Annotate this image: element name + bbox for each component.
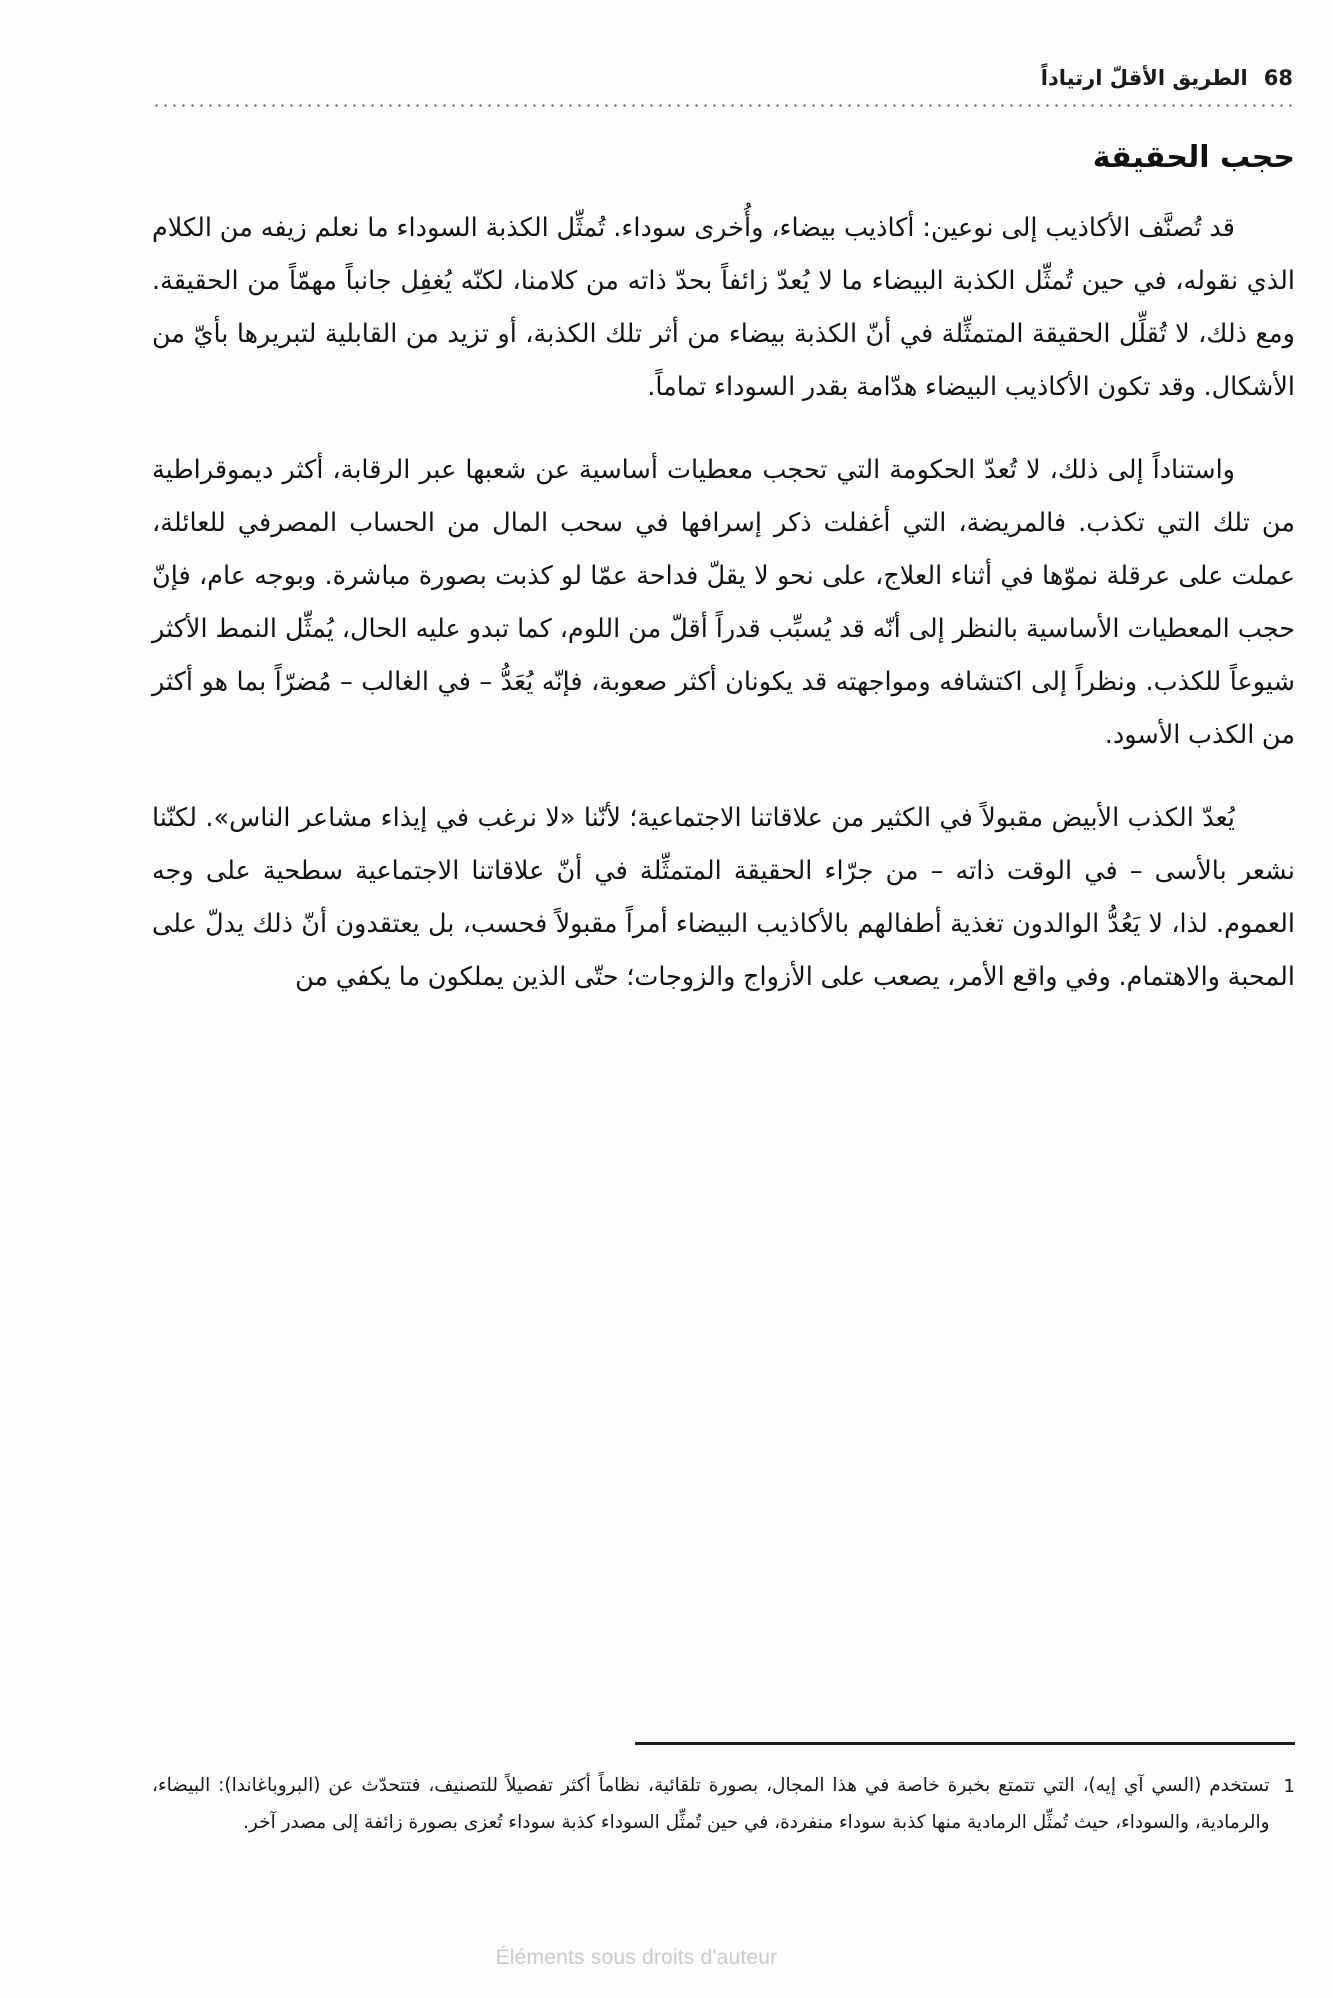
paragraph-text: قد تُصنَّف الأكاذيب إلى نوعين: أكاذيب بيضاء، وأُخرى سوداء. تُمثِّل الكذبة السوداء ما نعلم زيفه من الكلام الذي نقوله، في حين تُمثِّل الكذبة البيضاء ما لا يُعدّ زائفاً بحدّ ذاته من كلامنا، لكنّه يُغفِل جانباً مهمّاً من الحقيقة. ومع ذلك، لا تُقلِّل الحقيقة المتمثِّلة في أنّ الكذبة بيضاء من أثر تلك الكذبة، أو تزيد من القابلية لتبريرها بأيّ من الأشكال. وقد تكون الأكاذيب البيضاء هدّامة بقدر السوداء تماماً. (152, 213, 1295, 402)
copyright-watermark: Éléments sous droits d'auteur (495, 1946, 778, 1969)
section-heading: حجب الحقيقة (1092, 140, 1295, 175)
footnote-text: تستخدم (السي آي إيه)، التي تتمتع بخبرة خاصة في هذا المجال، بصورة تلقائية، نظاماً أكثر تفصيلاً للتصنيف، فتتحدّث عن (البروباغاندا): البيضاء، والرمادية، والسوداء، حيث تُمثِّل الرمادية منها كذبة سوداء منفردة، في حين تُمثِّل السوداء كذبة سوداء تُعزى بصورة زائفة إلى مصدر آخر. (152, 1774, 1270, 1833)
footnote-marker: 1 (1283, 1775, 1295, 1797)
running-header (150, 66, 1293, 90)
footnote-area (152, 1742, 1295, 1841)
paragraph-text: واستناداً إلى ذلك، لا تُعدّ الحكومة التي تحجب معطيات أساسية عن شعبها عبر الرقابة، أكثر ديموقراطية من تلك التي تكذب. فالمريضة، التي أغفلت ذكر إسرافها في سحب المال من الحساب المصرفي للعائلة، عملت على عرقلة نموّها في أثناء العلاج، على نحو لا يقلّ فداحة عمّا لو كذبت بصورة مباشرة. وبوجه عام، فإنّ حجب المعطيات الأساسية بالنظر إلى أنّه قد يُسبِّب قدراً أقلّ من اللوم، كما تبدو عليه الحال، يُمثِّل النمط الأكثر شيوعاً للكذب. ونظراً إلى اكتشافه ومواجهته قد يكونان أكثر صعوبة، فإنّه يُعَدُّ – في الغالب – مُضرّاً بما هو أكثر من الكذب الأسود. (152, 455, 1295, 750)
body-paragraph-2 (152, 444, 1295, 762)
header-divider (152, 104, 1295, 107)
body-paragraph-1 (152, 202, 1295, 414)
footnote-divider (635, 1742, 1295, 1745)
footnote-row (152, 1767, 1295, 1841)
paragraph-text: يُعدّ الكذب الأبيض مقبولاً في الكثير من علاقاتنا الاجتماعية؛ لأنّنا «لا نرغب في إيذاء مشاعر الناس». لكنّنا نشعر بالأسى – في الوقت ذاته – من جرّاء الحقيقة المتمثِّلة في أنّ علاقاتنا الاجتماعية سطحية على وجه العموم. لذا، لا يَعُدُّ الوالدون تغذية أطفالهم بالأكاذيب البيضاء أمراً مقبولاً فحسب، بل يعتقدون أنّ ذلك يدلّ على المحبة والاهتمام. وفي واقع الأمر، يصعب على الأزواج والزوجات؛ حتّى الذين يملكون ما يكفي من (152, 803, 1295, 992)
running-header-title: الطريق الأقلّ ارتياداً (1040, 66, 1248, 90)
text-column (152, 140, 1295, 1004)
body-paragraph-3 (152, 792, 1295, 1004)
page-number: 68 (1263, 66, 1293, 90)
